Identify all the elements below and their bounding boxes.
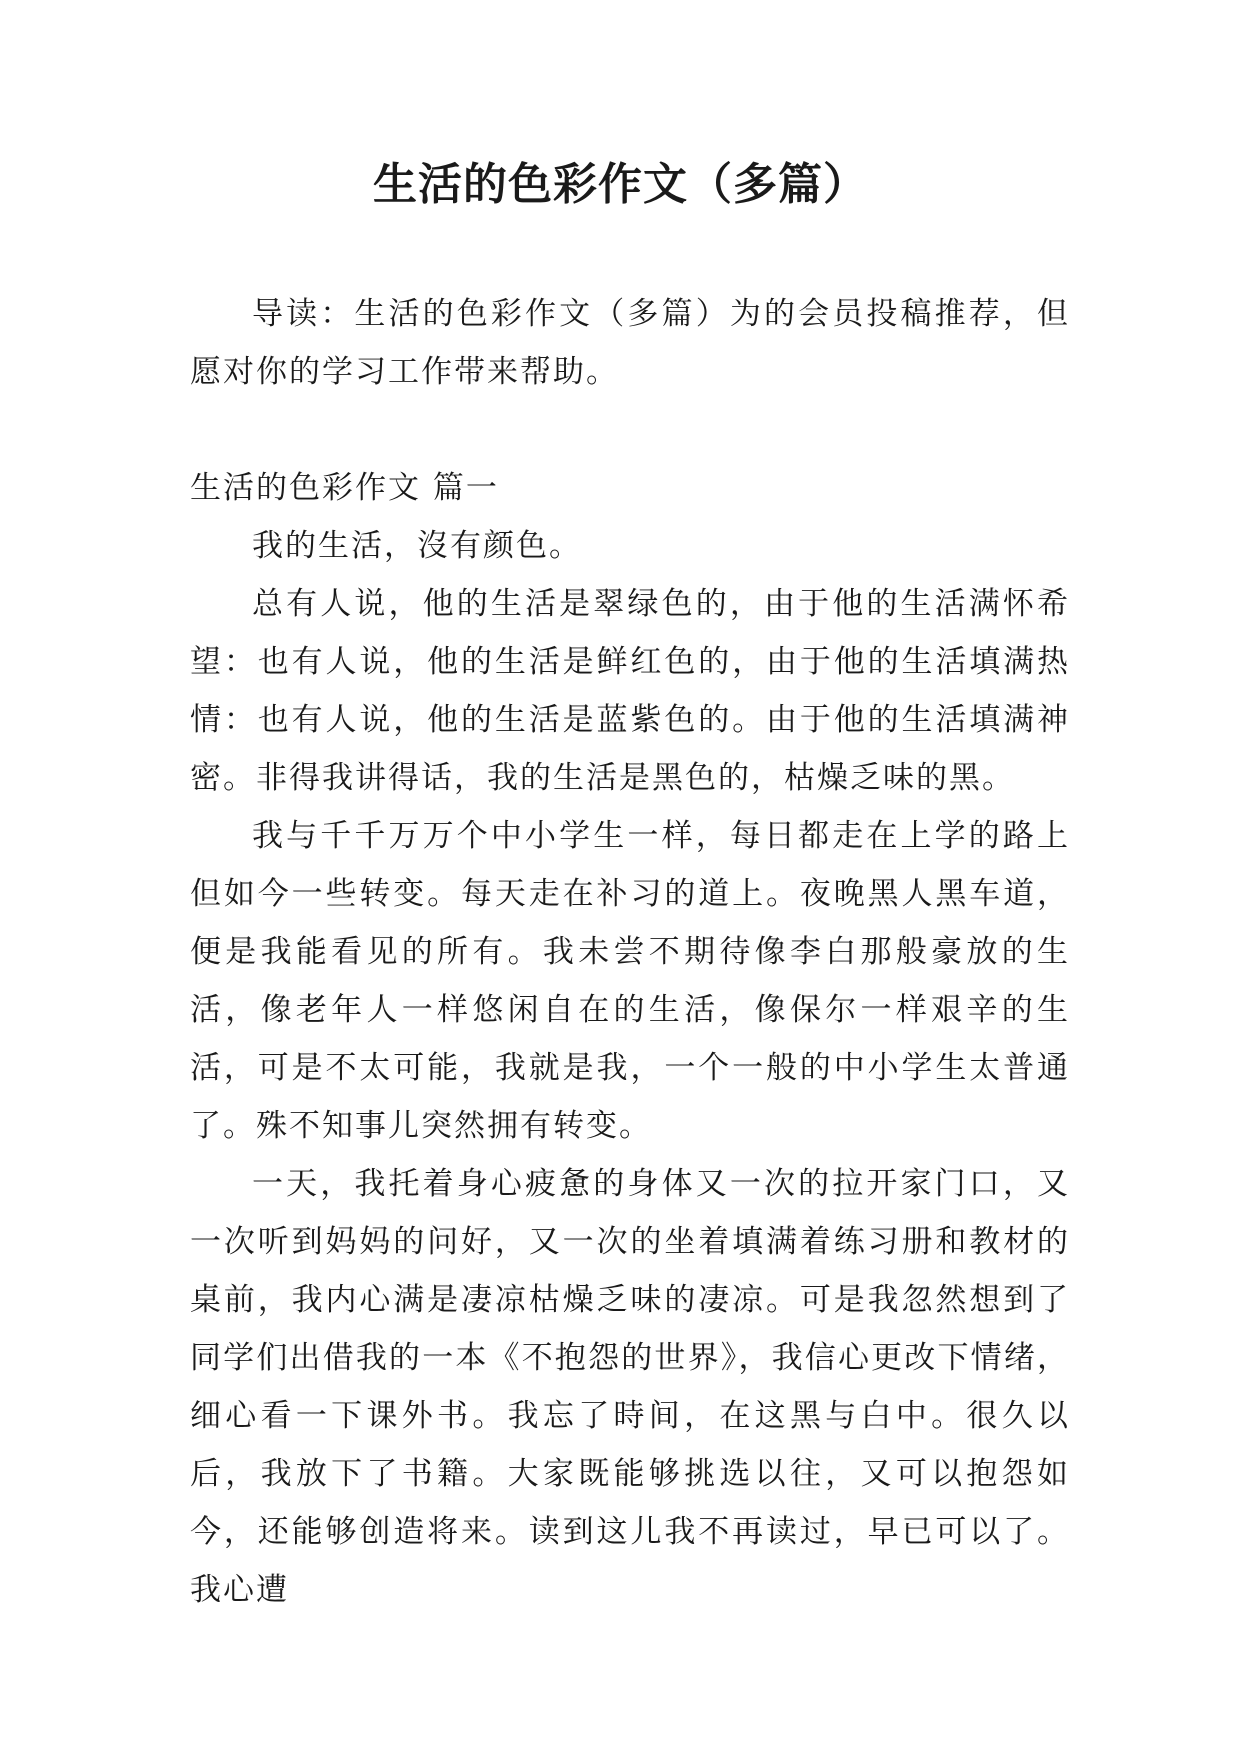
body-paragraph: 我的生活，沒有颜色。 — [252, 528, 582, 564]
body-paragraph: 总有人说，他的生活是翠绿色的，由于他的生活满怀希望：也有人说，他的生活是鲜红色的，由于他的生活填满热情：也有人说，他的生活是蓝紫色的。由于他的生活填满神密。非得我讲得话，我的生活是黑色的，枯燥乏味的黑。 — [190, 586, 1070, 796]
intro-paragraph: 导读：生活的色彩作文（多篇）为的会员投稿推荐，但愿对你的学习工作带来帮助。 — [190, 296, 1070, 390]
document-body — [190, 285, 1070, 1619]
body-paragraph: 我与千千万万个中小学生一样，每日都走在上学的路上但如今一些转变。每天走在补习的道上。夜晚黑人黑车道，便是我能看见的所有。我未尝不期待像李白那般豪放的生活，像老年人一样悠闲自在的生活，像保尔一样艰辛的生活，可是不太可能，我就是我，一个一般的中小学生太普通了。殊不知事儿突然拥有转变。 — [190, 818, 1070, 1144]
document-title: 生活的色彩作文（多篇） — [373, 159, 868, 210]
section-heading: 生活的色彩作文 篇一 — [190, 470, 499, 506]
body-paragraph: 一天，我托着身心疲惫的身体又一次的拉开家门口，又一次听到妈妈的问好，又一次的坐着填满着练习册和教材的桌前，我内心满是凄凉枯燥乏味的凄凉。可是我忽然想到了同学们出借我的一本《不抱怨的世界》，我信心更改下情绪，细心看一下课外书。我忘了時间，在这黑与白中。很久以后，我放下了书籍。大家既能够挑选以往，又可以抱怨如今，还能够创造将来。读到这儿我不再读过，早已可以了。我心遭 — [190, 1166, 1070, 1608]
